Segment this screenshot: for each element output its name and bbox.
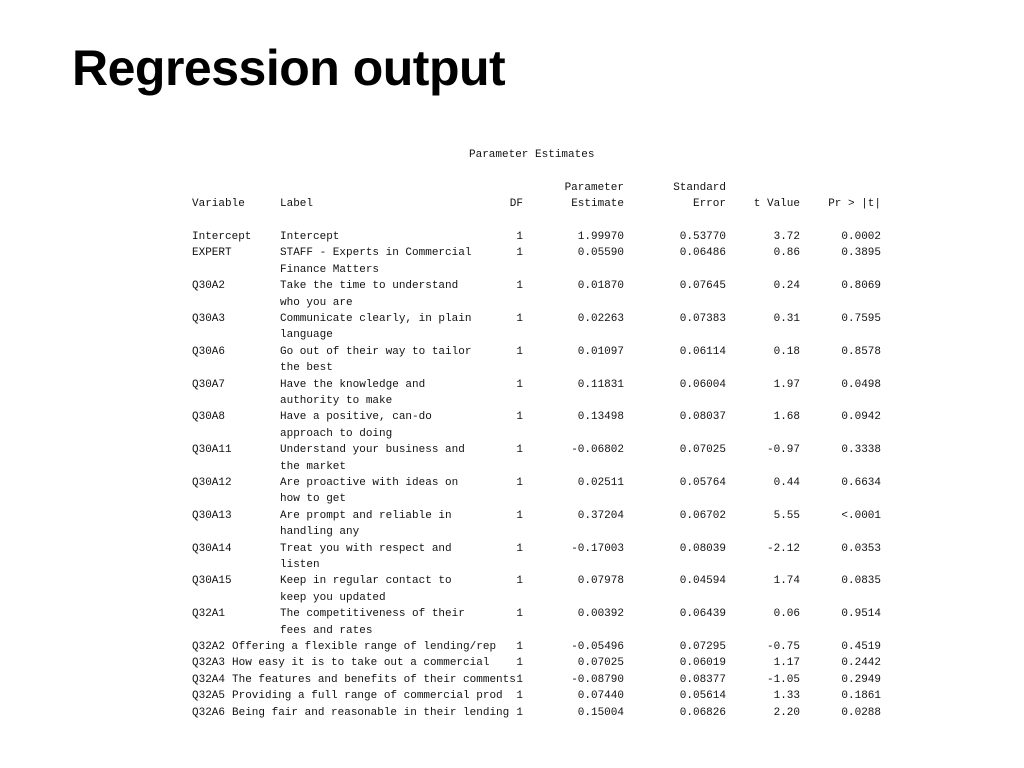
row-variable: EXPERT: [192, 247, 232, 260]
row-variable: Q32A6: [192, 706, 226, 719]
row-label: Being fair and reasonable in their lending: [232, 706, 510, 719]
row-p-value: 0.4519: [841, 641, 881, 653]
row-label: Keep in regular contact to: [280, 575, 452, 588]
row-df: 1: [516, 444, 523, 457]
header-estimate-bottom: Estimate: [571, 198, 624, 210]
row-variable: Q30A12: [192, 477, 232, 489]
row-df: 1: [516, 378, 523, 391]
row-t-value: 1.17: [773, 657, 800, 670]
row-std-error: 0.06019: [679, 657, 726, 670]
row-df: 1: [516, 657, 523, 670]
row-df: 1: [516, 411, 523, 424]
row-label: The features and benefits of their comments: [232, 673, 516, 686]
row-p-value: 0.0835: [841, 575, 881, 588]
row-estimate: 0.15004: [577, 706, 624, 719]
row-label: Treat you with respect and: [280, 542, 452, 555]
row-t-value: 0.86: [773, 247, 800, 260]
row-std-error: 0.07025: [679, 444, 726, 457]
row-variable: Q30A14: [192, 542, 232, 555]
row-t-value: 1.68: [773, 411, 800, 424]
row-df: 1: [516, 345, 523, 358]
row-variable: Q30A2: [192, 280, 226, 293]
header-estimate-top: Parameter: [564, 182, 624, 194]
row-label-continued: how to get: [280, 493, 347, 506]
row-std-error: 0.06702: [679, 509, 726, 522]
row-p-value: 0.7595: [841, 313, 881, 325]
row-estimate: 0.13498: [577, 411, 624, 424]
header-tvalue: t Value: [753, 198, 800, 210]
row-df: 1: [516, 641, 523, 653]
row-std-error: 0.06486: [679, 247, 726, 260]
row-p-value: 0.0942: [841, 411, 881, 424]
row-label-continued: Finance Matters: [280, 263, 380, 276]
row-p-value: 0.8578: [841, 345, 881, 358]
row-p-value: 0.0498: [841, 378, 881, 391]
row-std-error: 0.08377: [679, 673, 726, 686]
row-df: 1: [516, 280, 523, 293]
row-df: 1: [516, 509, 523, 522]
row-t-value: 0.31: [773, 313, 800, 325]
row-estimate: 0.11831: [577, 378, 624, 391]
row-label: Offering a flexible range of lending/rep: [232, 641, 497, 653]
row-variable: Q32A2: [192, 641, 226, 653]
row-estimate: 0.01097: [577, 345, 624, 358]
row-estimate: 0.37204: [577, 509, 624, 522]
row-label-continued: language: [280, 329, 333, 342]
row-df: 1: [516, 575, 523, 588]
row-df: 1: [516, 477, 523, 489]
row-t-value: -1.05: [766, 673, 800, 686]
row-variable: Q30A15: [192, 575, 232, 588]
row-estimate: -0.06802: [571, 444, 624, 457]
row-estimate: -0.17003: [571, 542, 624, 555]
row-label: Understand your business and: [280, 444, 465, 457]
slide-title: Regression output: [72, 40, 506, 96]
row-estimate: -0.08790: [571, 673, 624, 686]
header-df: DF: [509, 198, 523, 210]
row-t-value: 1.74: [773, 575, 800, 588]
row-df: 1: [516, 673, 523, 686]
row-std-error: 0.53770: [679, 231, 726, 243]
header-error-top: Standard: [673, 182, 726, 194]
row-label-continued: fees and rates: [280, 624, 373, 637]
row-p-value: 0.0353: [841, 542, 881, 555]
row-variable: Q30A6: [192, 345, 226, 358]
row-p-value: 0.9514: [841, 608, 881, 621]
row-t-value: -0.97: [766, 444, 800, 457]
row-variable: Q30A8: [192, 411, 226, 424]
row-p-value: <.0001: [841, 509, 881, 522]
row-label: Go out of their way to tailor: [280, 345, 472, 358]
row-label-continued: keep you updated: [280, 591, 386, 604]
header-label: Label: [280, 198, 314, 210]
row-t-value: 1.97: [773, 378, 800, 391]
row-estimate: 0.07978: [577, 575, 624, 588]
row-variable: Q32A1: [192, 608, 226, 621]
row-p-value: 0.8069: [841, 280, 881, 293]
row-t-value: 0.44: [773, 477, 800, 489]
row-std-error: 0.07295: [679, 641, 726, 653]
row-df: 1: [516, 247, 523, 260]
row-std-error: 0.04594: [679, 575, 726, 588]
row-df: 1: [516, 542, 523, 555]
row-estimate: 0.07025: [577, 657, 624, 670]
row-p-value: 0.6634: [841, 477, 881, 489]
row-estimate: -0.05496: [571, 641, 624, 653]
row-label-continued: the best: [280, 362, 333, 375]
row-std-error: 0.08039: [679, 542, 726, 555]
row-estimate: 0.07440: [577, 690, 624, 703]
row-estimate: 1.99970: [577, 231, 624, 243]
row-t-value: -0.75: [766, 641, 800, 653]
row-t-value: 0.24: [773, 280, 800, 293]
row-p-value: 0.3338: [841, 444, 881, 457]
row-df: 1: [516, 313, 523, 325]
row-t-value: 3.72: [773, 231, 800, 243]
row-label: Take the time to understand: [280, 280, 459, 293]
row-variable: Q32A5: [192, 690, 226, 703]
row-label-continued: handling any: [280, 526, 360, 539]
row-std-error: 0.07383: [679, 313, 726, 325]
row-estimate: 0.05590: [577, 247, 624, 260]
row-label-continued: approach to doing: [280, 427, 393, 440]
row-df: 1: [516, 706, 523, 719]
row-variable: Intercept: [192, 231, 252, 243]
row-variable: Q30A7: [192, 378, 226, 391]
row-df: 1: [516, 690, 523, 703]
row-variable: Q30A3: [192, 313, 226, 325]
row-label-continued: listen: [280, 559, 320, 571]
row-std-error: 0.07645: [679, 280, 726, 293]
row-label: Have a positive, can-do: [280, 411, 432, 424]
row-p-value: 0.2442: [841, 657, 881, 670]
row-estimate: 0.02263: [577, 313, 624, 325]
row-t-value: 0.18: [773, 345, 800, 358]
header-variable: Variable: [192, 198, 245, 210]
row-estimate: 0.02511: [577, 477, 624, 489]
row-label: Are proactive with ideas on: [280, 477, 459, 489]
header-error-bottom: Error: [692, 198, 726, 210]
row-std-error: 0.05764: [679, 477, 726, 489]
row-t-value: 1.33: [773, 690, 800, 703]
row-df: 1: [516, 231, 523, 243]
row-df: 1: [516, 608, 523, 621]
row-label: Are prompt and reliable in: [280, 509, 452, 522]
row-std-error: 0.06439: [679, 608, 726, 621]
row-p-value: 0.0288: [841, 706, 881, 719]
row-p-value: 0.0002: [841, 231, 881, 243]
row-label: The competitiveness of their: [280, 608, 465, 621]
row-label: How easy it is to take out a commercial: [232, 657, 490, 670]
row-std-error: 0.05614: [679, 690, 726, 703]
row-variable: Q32A4: [192, 673, 226, 686]
row-t-value: -2.12: [766, 542, 800, 555]
row-std-error: 0.06004: [679, 378, 726, 391]
row-label-continued: who you are: [280, 296, 353, 309]
row-t-value: 0.06: [773, 608, 800, 621]
table-caption: Parameter Estimates: [469, 149, 595, 161]
row-std-error: 0.08037: [679, 411, 726, 424]
row-t-value: 5.55: [773, 509, 800, 522]
row-label: Intercept: [280, 231, 340, 243]
row-label: STAFF - Experts in Commercial: [280, 247, 472, 260]
row-variable: Q30A11: [192, 444, 232, 457]
row-label: Have the knowledge and: [280, 378, 426, 391]
row-p-value: 0.2949: [841, 673, 881, 686]
row-label-continued: the market: [280, 460, 347, 473]
row-p-value: 0.1861: [841, 690, 881, 703]
row-std-error: 0.06826: [679, 706, 726, 719]
row-std-error: 0.06114: [679, 345, 726, 358]
row-p-value: 0.3895: [841, 247, 881, 260]
row-variable: Q30A13: [192, 509, 232, 522]
row-label-continued: authority to make: [280, 395, 393, 407]
row-estimate: 0.01870: [577, 280, 624, 293]
row-t-value: 2.20: [773, 706, 800, 719]
row-label: Communicate clearly, in plain: [280, 313, 472, 325]
row-variable: Q32A3: [192, 657, 226, 670]
row-estimate: 0.00392: [577, 608, 624, 621]
row-label: Providing a full range of commercial prod: [232, 690, 503, 703]
header-pvalue: Pr > |t|: [828, 198, 881, 210]
